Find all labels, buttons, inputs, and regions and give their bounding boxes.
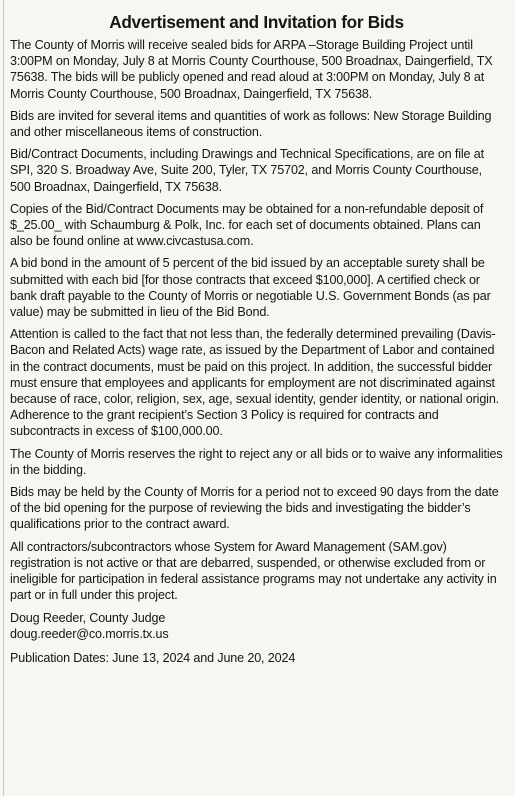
paragraph-bid-holding-period: Bids may be held by the County of Morris for a period not to exceed 90 days from the date of the bid opening for the purpose of reviewing the bids and investigating the bidder’s qualifications prior to the contract award. xyxy=(10,485,499,532)
page-title: Advertisement and Invitation for Bids xyxy=(109,12,404,32)
signatory-email: doug.reeder@co.morris.tx.us xyxy=(10,626,169,641)
paragraph-document-deposit: Copies of the Bid/Contract Documents may be obtained for a non-refundable deposit of $_25.00_ with Schaumburg & Polk, Inc. for each set of documents obtained. Plans can also be found online at www.civcastusa.com. xyxy=(10,201,484,249)
paragraph-sealed-bids: The County of Morris will receive sealed bids for ARPA –Storage Building Project until 3:00PM on Monday, July 8 at Morris County Courthouse, 500 Broadnax, Daingerfield, TX 75638. The bids will be publicly opened and read aloud at 3:00PM on Monday, July 8 at Morris County Courthouse, 500 Broadnax, Daingerfield, TX 75638. xyxy=(10,38,493,101)
publication-dates: Publication Dates: June 13, 2024 and June 20, 2024 xyxy=(10,650,296,665)
paragraph-wage-and-nondiscrimination: Attention is called to the fact that not less than, the federally determined prevailing (Davis-Bacon and Related Acts) wage rate, as issued by the Department of Labor and contained in the contract documents, must be paid on this project. In addition, the successful bidder must ensure that employees and applicants for employment are not discriminated against because of race, color, religion, sex, age, sexual identity, gender identity, or national origin. Adherence to the grant recipient’s Section 3 Policy is required for contracts and subcontracts in excess of $100,000.00. xyxy=(10,327,500,439)
paragraph-sam-registration: All contractors/subcontractors whose System for Award Management (SAM.gov) registration is not active or that are debarred, suspended, or otherwise excluded from or ineligible for participation in federal assistance programs may not undertake any activity in part or in full under this project. xyxy=(10,539,497,603)
paragraph-items-of-work: Bids are invited for several items and quantities of work as follows: New Storage Building and other miscellaneous items of construction. xyxy=(10,108,492,140)
signature-block xyxy=(10,610,503,642)
paragraph-right-to-reject: The County of Morris reserves the right to reject any or all bids or to waive any informalities in the bidding. xyxy=(10,446,503,477)
paragraph-contract-documents: Bid/Contract Documents, including Drawings and Technical Specifications, are on file at SPI, 320 S. Broadway Ave, Suite 200, Tyler, TX 75702, and Morris County Courthouse, 500 Broadnax, Daingerfield, TX 75638. xyxy=(10,147,484,194)
paragraph-bid-bond: A bid bond in the amount of 5 percent of the bid issued by an acceptable surety shall be submitted with each bid [for those contracts that exceed $100,000]. A certified check or bank draft payable to the County of Morris or negotiable U.S. Government Bonds (as par value) may be submitted in lieu of the Bid Bond. xyxy=(10,256,491,320)
signatory-name: Doug Reeder, County Judge xyxy=(10,610,166,625)
